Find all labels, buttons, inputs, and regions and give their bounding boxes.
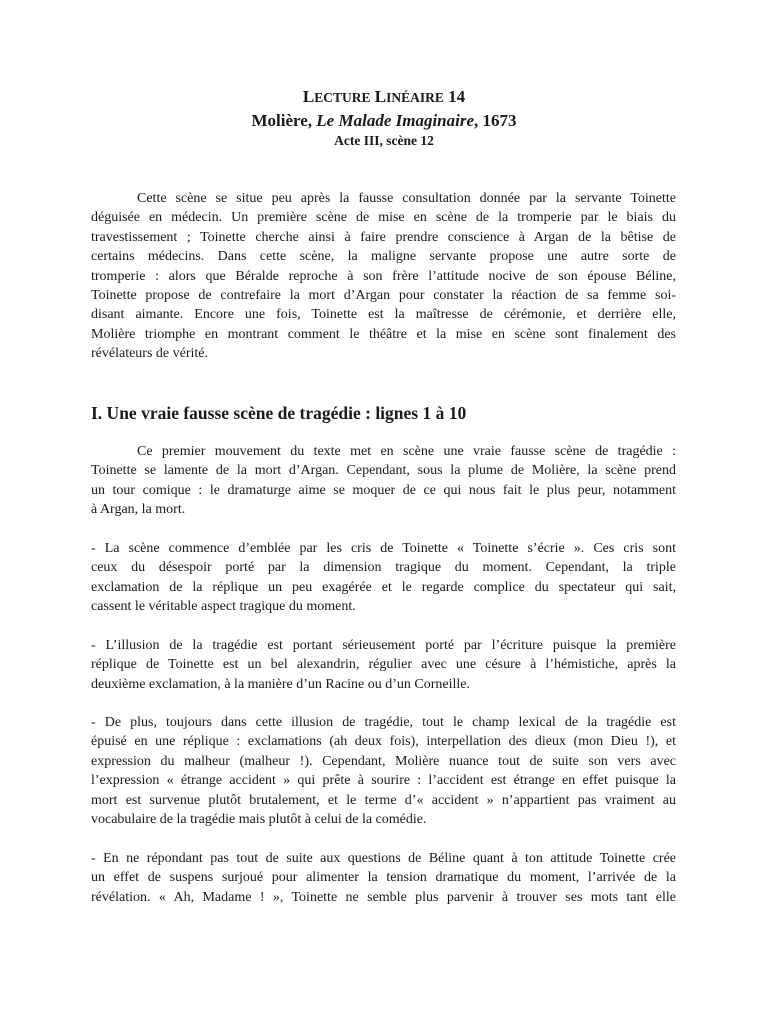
title-initial-1: L — [302, 87, 315, 106]
intro-paragraph — [91, 189, 676, 364]
work-title: Le Malade Imaginaire — [316, 111, 475, 130]
text-line: - De plus, toujours dans cette illusion de tragédie, tout le champ lexical de la tragédie est — [91, 715, 676, 730]
text-line: l’expression « étrange accident » qui prête à sourire : l’accident est étrange en effet puisque la — [91, 773, 676, 789]
bullet-paragraph-3 — [91, 713, 676, 829]
text-line: déguisée en médecin. Un première scène de mise en scène de la tromperie par le biais du — [91, 210, 676, 226]
title-number: 14 — [448, 87, 466, 106]
text-line: Cette scène se situe peu après la fausse consultation donnée par la servante Toinette — [137, 191, 676, 206]
act-scene: Acte III, scène 12 — [334, 133, 434, 148]
text-line: - En ne répondant pas tout de suite aux questions de Béline quant à ton attitude Toinette crée — [91, 851, 676, 866]
section-heading: I. Une vraie fausse scène de tragédie : lignes 1 à 10 — [91, 403, 467, 423]
text-line: deuxième exclamation, à la manière d’un Racine ou d’un Corneille. — [91, 676, 471, 692]
text-line: révélateurs de vérité. — [91, 346, 208, 362]
title-smallcaps-2: INÉAIRE — [386, 90, 444, 105]
bullet-paragraph-2 — [91, 636, 676, 694]
work-year: , 1673 — [474, 111, 517, 130]
text-line: cassent le véritable aspect tragique du moment. — [91, 599, 356, 615]
text-line: tromperie : alors que Béralde reproche à son frère l’attitude nocive de son épouse Béline, — [91, 268, 676, 284]
bullet-paragraph-1 — [91, 539, 676, 617]
text-line: épuisé en une réplique : exclamations (ah deux fois), interpellation des dieux (mon Dieu !), et — [91, 734, 676, 750]
text-line: - L’illusion de la tragédie est portant sérieusement porté par l’écriture puisque la première — [91, 638, 676, 653]
text-line: un tour comique : le dramaturge aime se moquer de ce qui nous fait le plus peur, notamment — [91, 482, 676, 498]
section-intro-paragraph — [91, 442, 676, 520]
text-line: expression du malheur (malheur !). Cependant, Molière nuance tout de suite son vers avec — [91, 753, 676, 769]
text-line: Ce premier mouvement du texte met en scène une vraie fausse scène de tragédie : — [137, 444, 676, 459]
document-title — [0, 86, 768, 109]
text-line: ceux du désespoir porté par la dimension tragique du moment. Cependant, la triple — [91, 560, 676, 576]
text-line: révélation. « Ah, Madame ! », Toinette ne semble plus parvenir à trouver ses mots tant elle — [91, 889, 676, 905]
text-line: à Argan, la mort. — [91, 502, 186, 518]
text-line: Toinette se lamente de la mort d’Argan. Cependant, sous la plume de Molière, la scène prend — [91, 463, 676, 479]
author-name: Molière, — [251, 111, 313, 130]
text-line: réplique de Toinette est un bel alexandrin, régulier avec une césure à l’hémistiche, après la — [91, 657, 676, 673]
text-line: - La scène commence d’emblée par les cris de Toinette « Toinette s’écrie ». Ces cris sont — [91, 541, 676, 556]
title-initial-2: L — [374, 87, 387, 106]
text-line: Molière triomphe en montrant comment le théâtre et la mise en scène sont finalement des — [91, 326, 676, 342]
text-line: exclamation de la réplique un peu exagérée et le regarde complice du spectateur qui sait, — [91, 579, 676, 595]
bullet-paragraph-4 — [91, 849, 676, 907]
text-line: mort est survenue plutôt brutalement, et le terme d’« accident » n’appartient pas vraiment au — [91, 792, 676, 808]
document-subtitle — [0, 110, 768, 132]
text-line: certains médecins. Dans cette scène, la maligne servante propose une autre sorte de — [91, 249, 676, 265]
title-smallcaps-1: ECTURE — [314, 90, 371, 105]
text-line: un effet de suspens surjoué pour alimenter la tension dramatique du moment, l’arrivée de la — [91, 870, 676, 886]
text-line: travestissement ; Toinette cherche ainsi à faire prendre conscience à Argan de la bêtise de — [91, 229, 676, 245]
text-line: vocabulaire de la tragédie mais plutôt à celui de la comédie. — [91, 812, 427, 828]
text-line: disant aimante. Encore une fois, Toinette est la maîtresse de cérémonie, et derrière elle, — [91, 307, 676, 323]
text-line: Toinette propose de contrefaire la mort d’Argan pour constater la réaction de sa femme soi- — [91, 288, 676, 304]
